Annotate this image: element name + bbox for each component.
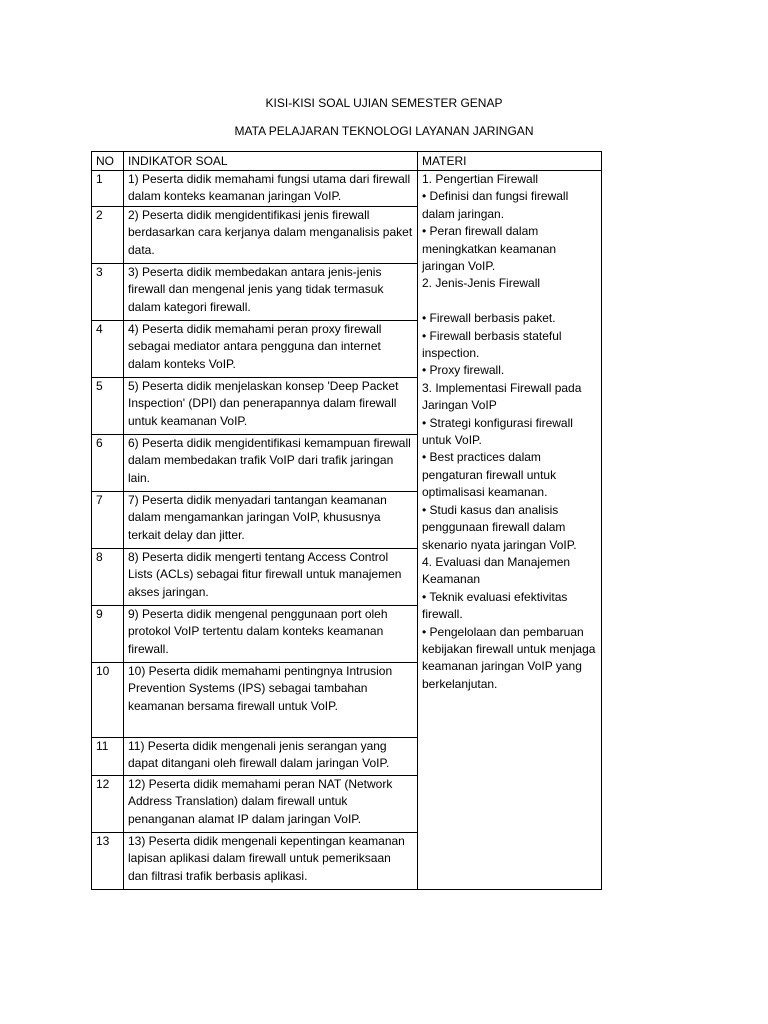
materi-line: • Proxy firewall. [422, 363, 505, 378]
row-number: 2 [92, 207, 124, 264]
indikator-cell: 7) Peserta didik menyadari tantangan keamanan dalam mengamankan jaringan VoIP, khususnya terkait delay dan jitter. [124, 492, 418, 549]
indikator-cell: 3) Peserta didik membedakan antara jenis-jenis firewall dan mengenal jenis yang tidak termasuk dalam kategori firewall. [124, 264, 418, 321]
indikator-cell: 11) Peserta didik mengenali jenis serangan yang dapat ditangani oleh firewall dalam jaringan VoIP. [124, 738, 418, 776]
kisi-kisi-table [91, 151, 602, 890]
materi-line: • Strategi konfigurasi firewall untuk VoIP. [422, 415, 573, 448]
materi-line: • Teknik evaluasi efektivitas firewall. [422, 589, 568, 622]
row-number: 13 [92, 833, 124, 890]
row-number: 12 [92, 776, 124, 833]
materi-cell [418, 171, 602, 890]
materi-line: • Firewall berbasis stateful inspection. [422, 328, 562, 361]
table-header-row [92, 152, 602, 171]
document-subtitle: MATA PELAJARAN TEKNOLOGI LAYANAN JARINGAN [234, 124, 534, 138]
indikator-cell: 2) Peserta didik mengidentifikasi jenis firewall berdasarkan cara kerjanya dalam menganalisis paket data. [124, 207, 418, 264]
indikator-cell: 4) Peserta didik memahami peran proxy firewall sebagai mediator antara pengguna dan internet dalam konteks VoIP. [124, 321, 418, 378]
row-number: 11 [92, 738, 124, 776]
materi-line: • Best practices dalam pengaturan firewall untuk optimalisasi keamanan. [422, 450, 557, 500]
row-number: 8 [92, 549, 124, 606]
row-number: 6 [92, 435, 124, 492]
row-number: 1 [92, 171, 124, 207]
header-materi: MATERI [418, 152, 602, 171]
table-row [92, 171, 602, 207]
materi-line: 2. Jenis-Jenis Firewall [422, 276, 541, 291]
indikator-cell: 13) Peserta didik mengenali kepentingan keamanan lapisan aplikasi dalam firewall untuk pemeriksaan dan filtrasi trafik berbasis aplikasi. [124, 833, 418, 890]
row-number: 5 [92, 378, 124, 435]
header-no: NO [92, 152, 124, 171]
table-body [92, 171, 602, 890]
indikator-cell: 1) Peserta didik memahami fungsi utama dari firewall dalam konteks keamanan jaringan VoIP. [124, 171, 418, 207]
materi-line: • Pengelolaan dan pembaruan kebijakan firewall untuk menjaga keamanan jaringan VoIP yang berkelanjutan. [422, 624, 596, 691]
materi-line: 3. Implementasi Firewall pada Jaringan VoIP [422, 380, 582, 413]
header-indikator: INDIKATOR SOAL [124, 152, 418, 171]
materi-line: • Definisi dan fungsi firewall dalam jaringan. [422, 189, 569, 221]
indikator-cell: 8) Peserta didik mengerti tentang Access Control Lists (ACLs) sebagai fitur firewall untuk manajemen akses jaringan. [124, 549, 418, 606]
materi-line: • Studi kasus dan analisis penggunaan firewall dalam skenario nyata jaringan VoIP. [422, 502, 577, 552]
indikator-cell: 5) Peserta didik menjelaskan konsep 'Deep Packet Inspection' (DPI) dan penerapannya dalam firewall untuk keamanan VoIP. [124, 378, 418, 435]
row-number: 3 [92, 264, 124, 321]
row-number: 10 [92, 663, 124, 738]
row-number: 4 [92, 321, 124, 378]
indikator-cell: 10) Peserta didik memahami pentingnya Intrusion Prevention Systems (IPS) sebagai tambahan keamanan bersama firewall untuk VoIP. [124, 663, 418, 738]
materi-line: 4. Evaluasi dan Manajemen Keamanan [422, 554, 571, 587]
document-title: KISI-KISI SOAL UJIAN SEMESTER GENAP [265, 96, 503, 110]
materi-line: 1. Pengertian Firewall [422, 172, 539, 186]
materi-line: • Peran firewall dalam meningkatkan keamanan jaringan VoIP. [422, 224, 557, 274]
materi-line: • Firewall berbasis paket. [422, 311, 556, 326]
row-number: 7 [92, 492, 124, 549]
indikator-cell: 9) Peserta didik mengenal penggunaan port oleh protokol VoIP tertentu dalam konteks keamanan firewall. [124, 606, 418, 663]
row-number: 9 [92, 606, 124, 663]
indikator-cell: 6) Peserta didik mengidentifikasi kemampuan firewall dalam membedakan trafik VoIP dari trafik jaringan lain. [124, 435, 418, 492]
materi-line [422, 293, 597, 310]
indikator-cell: 12) Peserta didik memahami peran NAT (Network Address Translation) dalam firewall untuk penanganan alamat IP dalam jaringan VoIP. [124, 776, 418, 833]
